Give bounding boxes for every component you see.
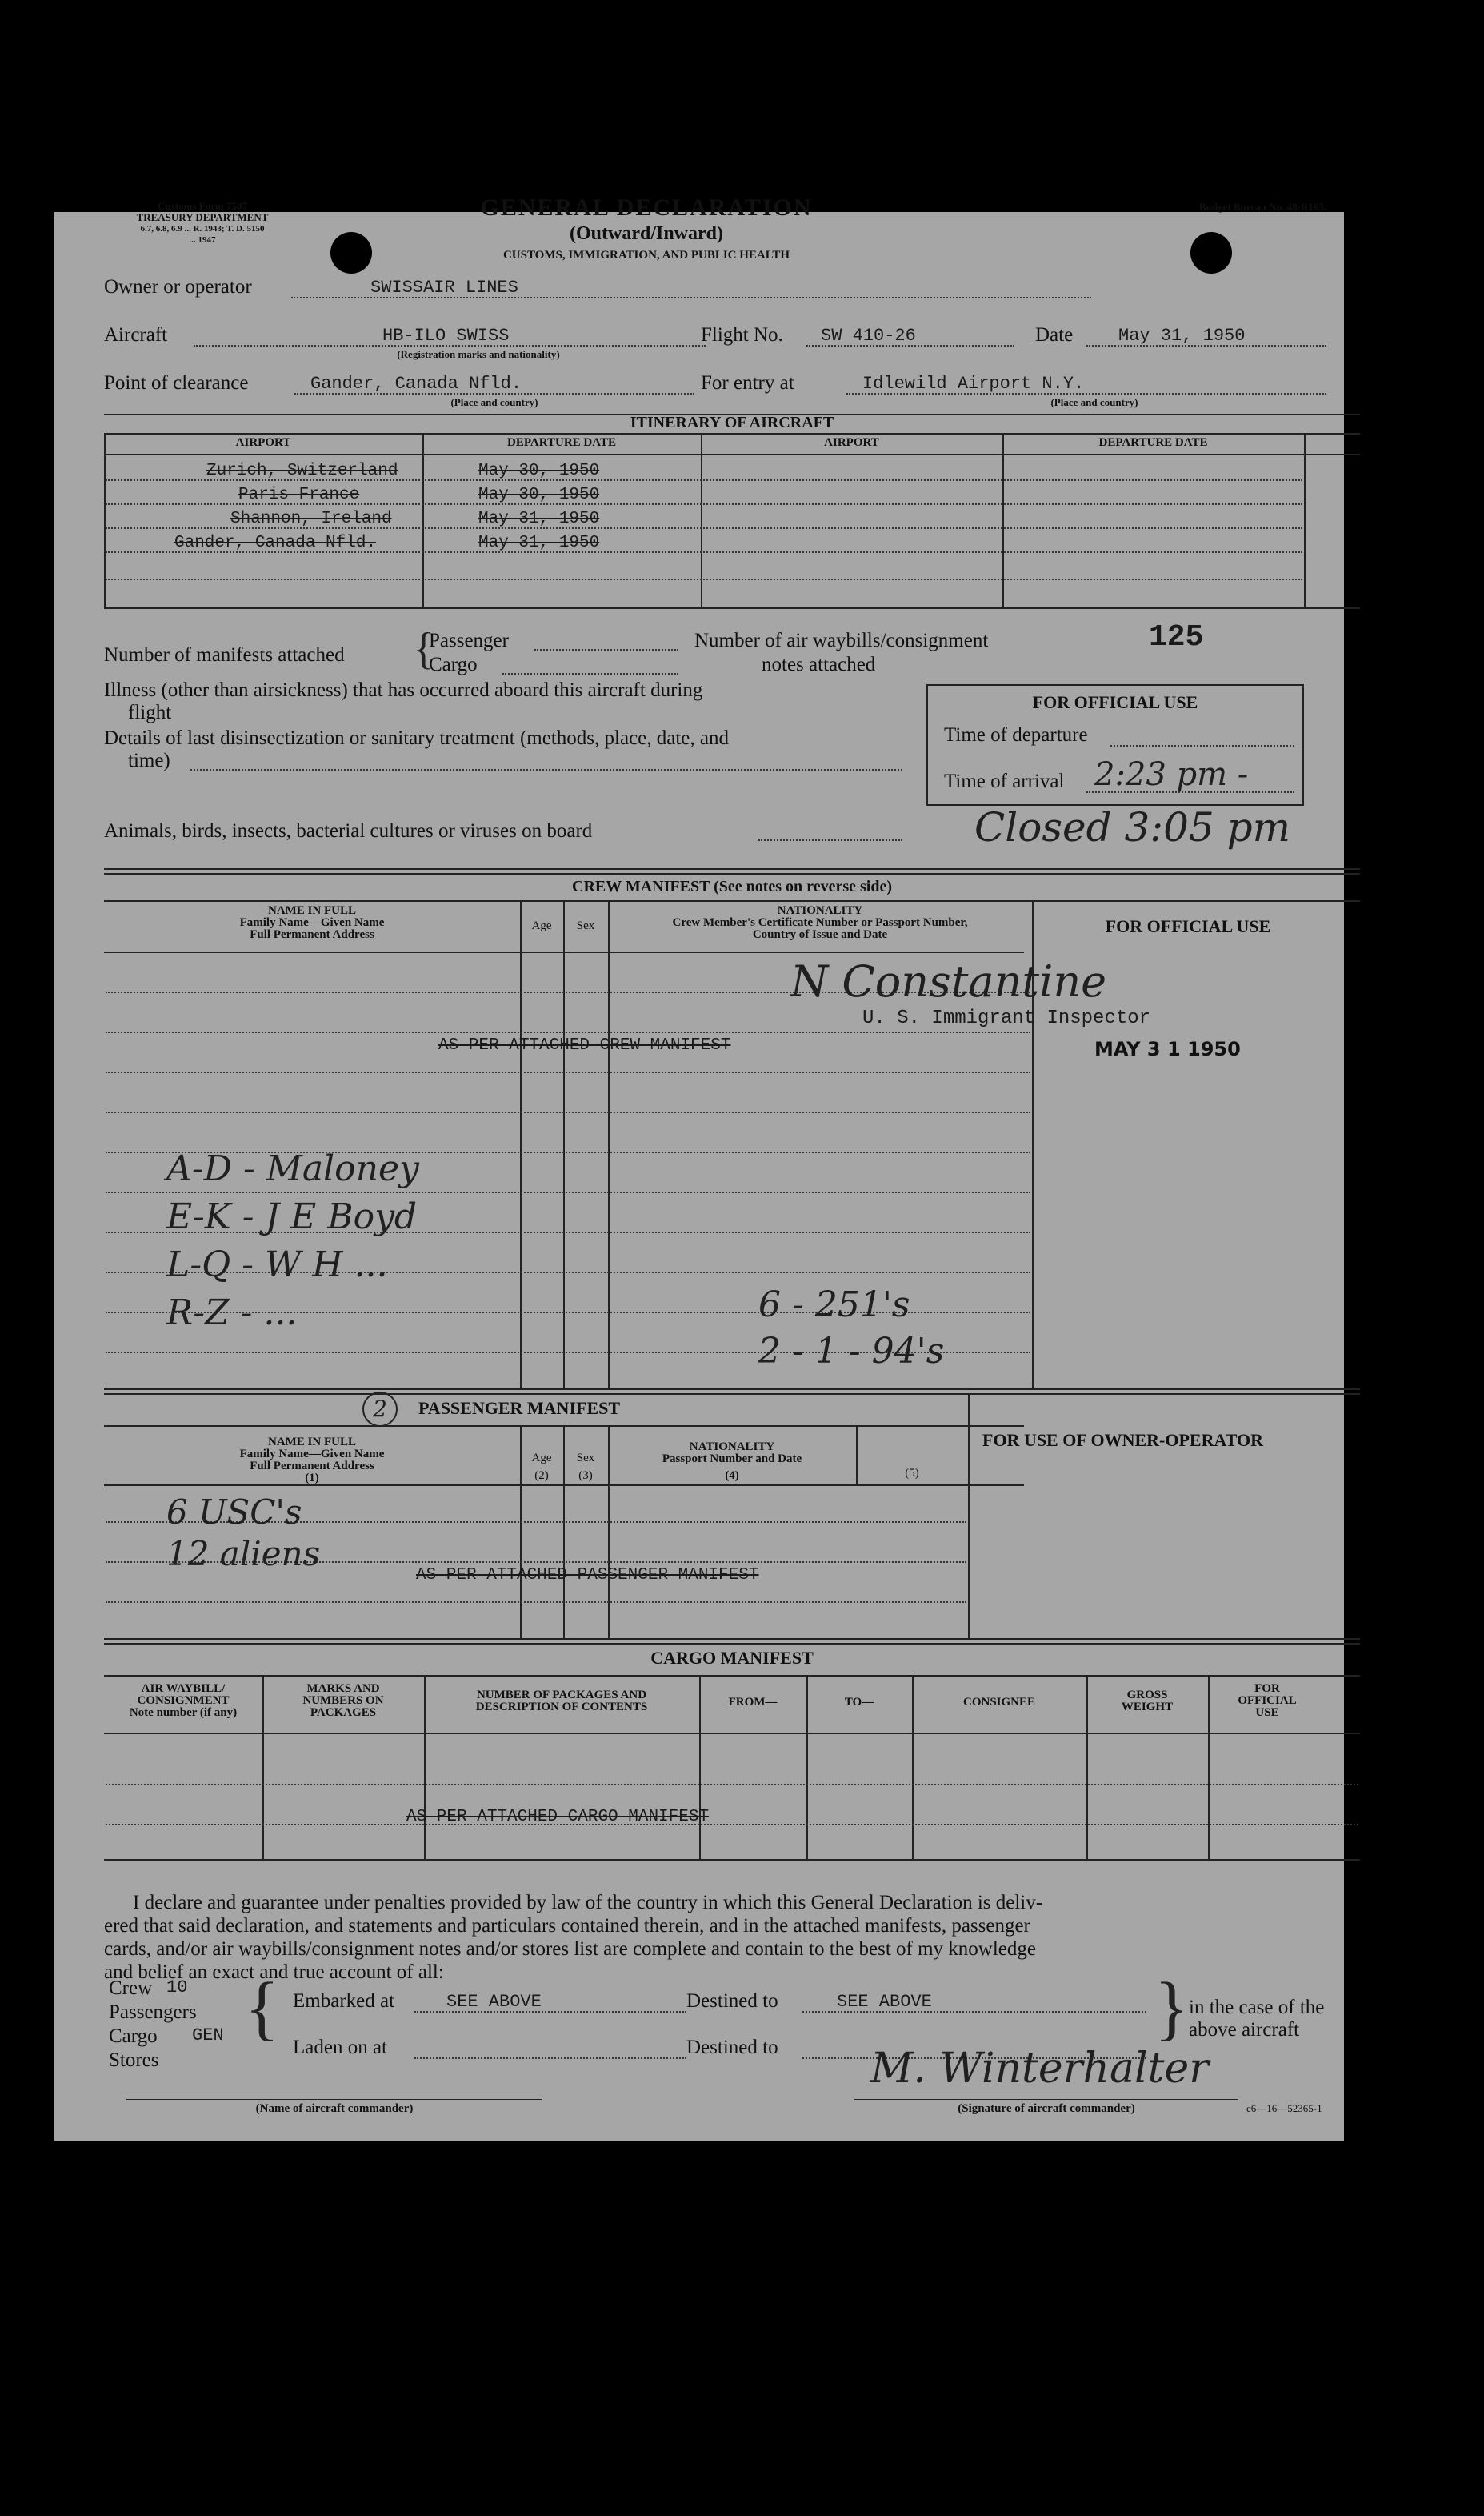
itinerary-row-date: May 30, 1950 [478,486,600,504]
itinerary-row-date: May 30, 1950 [478,462,600,480]
cargo-label: Cargo [429,654,478,675]
commander-name-label: (Name of aircraft commander) [255,2102,414,2115]
manifests-label: Number of manifests attached [104,644,345,666]
waybills-label: Number of air waybills/consignment [694,630,989,651]
owner-operator-title: FOR USE OF OWNER-OPERATOR [982,1430,1264,1450]
itinerary-col-airport-2: AIRPORT [824,436,879,449]
cargo-col-waybill: AIR WAYBILL/ CONSIGNMENT Note number (if any) [129,1682,238,1719]
passenger-attached-note: AS PER ATTACHED PASSENGER MANIFEST [416,1566,759,1585]
form-agencies: CUSTOMS, IMMIGRATION, AND PUBLIC HEALTH [502,249,790,262]
animals-label: Animals, birds, insects, bacterial cultures or viruses on board [104,820,593,842]
itinerary-row-date: May 31, 1950 [478,510,600,528]
cargo-col-marks: MARKS AND NUMBERS ON PACKAGES [302,1682,384,1719]
entry-value: Idlewild Airport N.Y. [862,374,1085,394]
disinsect-label: Details of last disinsectization or sanitary treatment (methods, place, date, and [104,727,729,749]
crew-col-age: Age [531,919,552,932]
crew-count-label: Crew [109,1977,153,1999]
clearance-value: Gander, Canada Nfld. [310,374,522,394]
crew-col-nationality: NATIONALITY Crew Member's Certificate Number or Passport Number, Country of Issue and Date [672,904,968,941]
cargo-count-label: Cargo [109,2025,158,2047]
crew-count-value: 10 [166,1977,188,1997]
aircraft-hint: (Registration marks and nationality) [397,348,560,360]
crew-col-name: NAME IN FULL Family Name—Given Name Full Permanent Address [239,904,385,941]
crew-handwritten-note: 2 - 1 - 94's [758,1331,945,1372]
arrival-stamp-date: MAY 3 1 1950 [1094,1038,1241,1060]
cargo-attached-note: AS PER ATTACHED CARGO MANIFEST [406,1808,710,1826]
form-title: GENERAL DECLARATION [480,194,813,221]
illness-label-2: flight [128,702,172,723]
punch-hole [330,232,372,274]
departure-time-label: Time of departure [944,724,1088,746]
stores-label: Stores [109,2049,159,2071]
crew-attached-note: AS PER ATTACHED CREW MANIFEST [438,1036,731,1055]
arrival-time-value: 2:23 pm - [1094,756,1249,793]
itinerary-title: ITINERARY OF AIRCRAFT [630,414,834,431]
closed-time-value: Closed 3:05 pm [974,804,1291,851]
passenger-col-nationality: NATIONALITY Passport Number and Date (4) [662,1440,802,1482]
entry-label: For entry at [701,372,794,394]
passenger-col-age: Age (2) [531,1452,552,1482]
date-value: May 31, 1950 [1118,326,1246,346]
passenger-handwritten-note: 6 USC's [166,1492,302,1532]
crew-handwritten-note: 6 - 251's [758,1284,910,1325]
waybills-value: 125 [1149,620,1204,655]
cargo-col-from: FROM— [728,1696,778,1709]
arrival-time-label: Time of arrival [944,771,1065,792]
clearance-label: Point of clearance [104,372,249,394]
crew-handwritten-note: A-D - Maloney [166,1148,419,1189]
manifests-brace: { [413,624,434,674]
aircraft-value: HB-ILO SWISS [382,326,510,346]
passenger-manifest-title: PASSENGER MANIFEST [418,1398,621,1418]
counts-brace: { [245,1969,280,2048]
budget-bureau-number: Budget Bureau No. 48-R163. [1198,201,1326,213]
itinerary-row-airport: Paris France [238,486,360,504]
embarked-label: Embarked at [293,1990,395,2012]
form-subtitle: (Outward/Inward) [569,223,723,244]
cargo-col-weight: GROSS WEIGHT [1121,1689,1174,1713]
cargo-col-official: FOR OFFICIAL USE [1238,1682,1297,1719]
itinerary-col-airport: AIRPORT [235,436,291,449]
print-code: c6—16—52365-1 [1246,2102,1322,2114]
waybills-label-2: notes attached [762,654,876,675]
passenger-col-name: NAME IN FULL Family Name—Given Name Full Permanent Address (1) [239,1436,385,1484]
case-label-2: above aircraft [1189,2019,1300,2041]
cargo-col-packages: NUMBER OF PACKAGES AND DESCRIPTION OF CONTENTS [475,1689,648,1713]
destined-label-2: Destined to [686,2037,778,2058]
cargo-manifest-title: CARGO MANIFEST [650,1648,814,1668]
itinerary-row-date: May 31, 1950 [478,534,600,552]
flight-value: SW 410-26 [821,326,916,346]
embarked-value: SEE ABOVE [446,1992,542,2012]
flight-label: Flight No. [701,324,783,346]
commander-signature: M. Winterhalter [870,2045,1210,2093]
itinerary-row-airport: Zurich, Switzerland [206,462,398,480]
commander-signature-label: (Signature of aircraft commander) [958,2102,1135,2115]
owner-label: Owner or operator [104,276,252,298]
form-identifier: Customs Form 7507 TREASURY DEPARTMENT 6.7, 6.8, 6.9 ... R. 1943; T. D. 5150 ... 1947 [136,200,269,245]
passenger-col-5: (5) [905,1467,919,1480]
passenger-handwritten-note: 12 aliens [166,1534,321,1573]
crew-handwritten-note: L-Q - W H ... [166,1244,388,1285]
itinerary-col-departure-2: DEPARTURE DATE [1098,436,1208,449]
crew-handwritten-note: E-K - J E Boyd [166,1196,418,1237]
aircraft-label: Aircraft [104,324,168,346]
date-label: Date [1035,324,1074,346]
laden-label: Laden on at [293,2037,388,2058]
entry-hint: (Place and country) [1050,396,1138,408]
crew-manifest-title: CREW MANIFEST (See notes on reverse side) [572,878,892,895]
cargo-col-consignee: CONSIGNEE [962,1696,1036,1709]
passenger-manifest-number: 2 [362,1392,398,1427]
illness-label: Illness (other than airsickness) that has occurred aboard this aircraft during [104,679,703,701]
crew-official-title: FOR OFFICIAL USE [1105,916,1271,936]
declaration-text: I declare and guarantee under penalties provided by law of the country in which this General Declaration is deliv- ered that said declaration, and statements and particulars contained therein, and in the attached manifests, passenger cards, and/or air waybills/consignment notes and/or stores list are complete and contain to the best of my knowledge and belief an exact and true account of all: [104,1892,1043,1983]
clearance-hint: (Place and country) [450,396,538,408]
itinerary-row-airport: Gander, Canada Nfld. [174,534,377,552]
crew-handwritten-note: R-Z - ... [166,1292,298,1333]
destined-value: SEE ABOVE [837,1992,932,2012]
passenger-label: Passenger [429,630,509,651]
cargo-col-to: TO— [844,1696,874,1709]
destined-label: Destined to [686,1990,778,2012]
passengers-count-label: Passengers [109,2001,197,2023]
cargo-count-value: GEN [192,2025,224,2045]
disinsect-label-2: time) [128,750,170,771]
case-label: in the case of the [1189,1997,1325,2018]
inspector-signature: N Constantine [790,956,1107,1007]
itinerary-col-departure: DEPARTURE DATE [506,436,616,449]
crew-col-sex: Sex [576,919,595,932]
official-use-title: FOR OFFICIAL USE [1032,692,1198,712]
owner-value: SWISSAIR LINES [370,278,518,298]
punch-hole [1190,232,1232,274]
passenger-col-sex: Sex (3) [576,1452,595,1482]
inspector-title: U. S. Immigrant Inspector [862,1008,1151,1029]
itinerary-row-airport: Shannon, Ireland [230,510,392,528]
form-sheet [54,194,1344,2141]
case-brace: } [1154,1969,1190,2048]
